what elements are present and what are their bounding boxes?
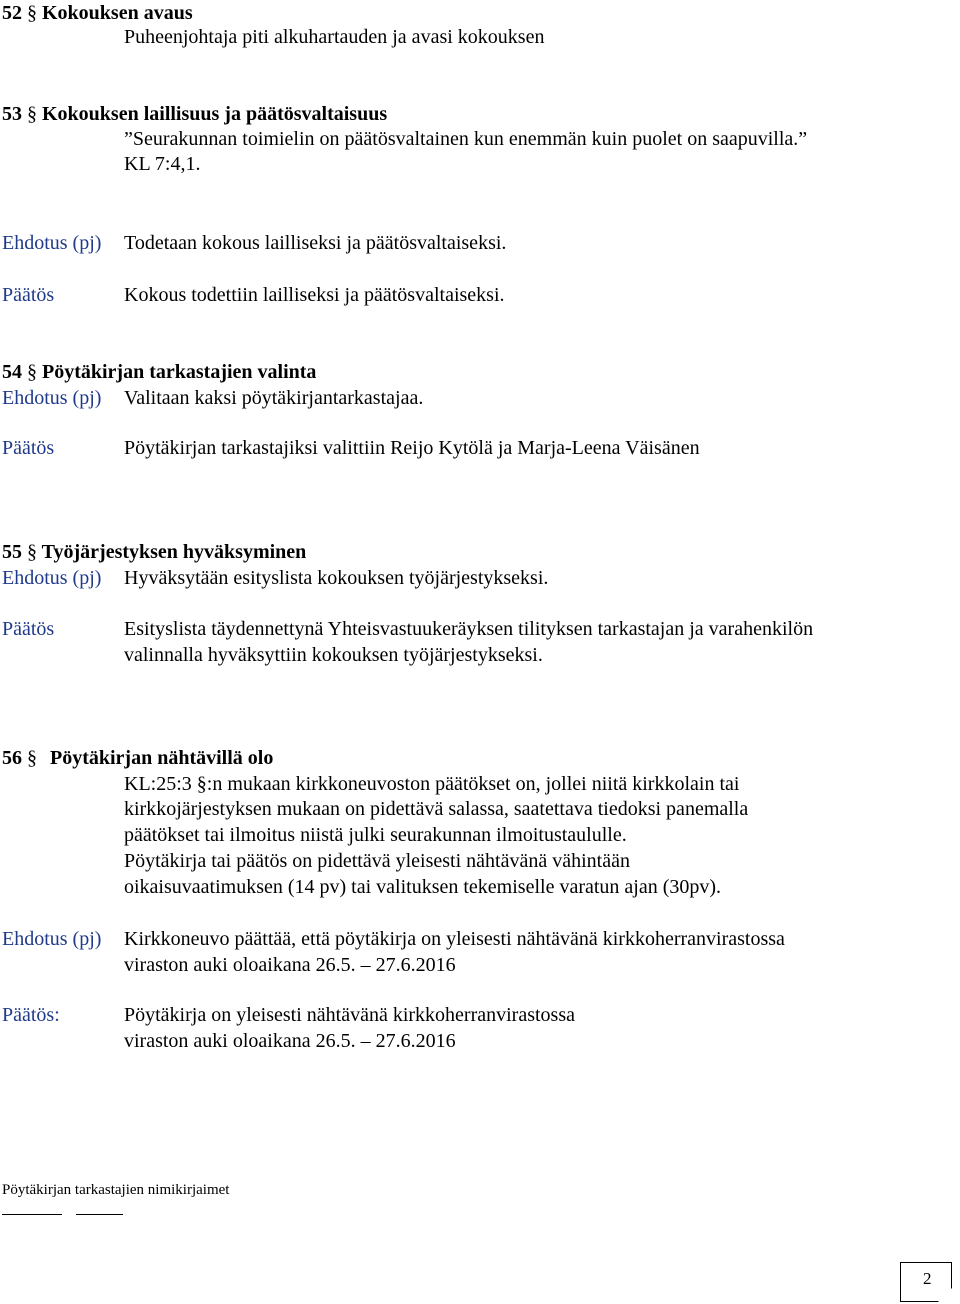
- section-56-text-line: päätökset tai ilmoitus niistä julki seurakunnan ilmoitustaululle.: [124, 824, 627, 846]
- section-number: 52: [2, 2, 22, 24]
- section-number: 53: [2, 103, 22, 125]
- proposal-label: Ehdotus (pj): [2, 928, 102, 950]
- section-title: Kokouksen laillisuus ja päätösvaltaisuus: [42, 103, 388, 125]
- section-mark: §: [27, 2, 37, 24]
- section-56-heading: [2, 745, 273, 771]
- section-55-decision-line: valinnalla hyväksyttiin kokouksen työjärjestykseksi.: [124, 644, 543, 666]
- section-53-heading: [2, 101, 387, 127]
- proposal-label: Ehdotus (pj): [2, 567, 102, 589]
- page-corner-fold: [938, 1288, 952, 1302]
- decision-label: Päätös:: [2, 1004, 60, 1026]
- section-55-proposal: Hyväksytään esityslista kokouksen työjärjestykseksi.: [124, 567, 549, 589]
- signature-line: [2, 1214, 62, 1215]
- section-56-text-line: oikaisuvaatimuksen (14 pv) tai valituksen tekemiselle varatun ajan (30pv).: [124, 876, 722, 898]
- section-56-text-line: kirkkojärjestyksen mukaan on pidettävä salassa, saatettava tiedoksi panemalla: [124, 798, 749, 820]
- page-number-box: [900, 1262, 952, 1302]
- section-53-proposal: Todetaan kokous lailliseksi ja päätösvaltaiseksi.: [124, 232, 507, 254]
- decision-label: Päätös: [2, 437, 55, 459]
- section-56-proposal-line: Kirkkoneuvo päättää, että pöytäkirja on yleisesti nähtävänä kirkkoherranvirastossa: [124, 928, 785, 950]
- section-52-heading: [2, 0, 193, 26]
- section-54-proposal: Valitaan kaksi pöytäkirjantarkastajaa.: [124, 387, 424, 409]
- section-title: Työjärjestyksen hyväksyminen: [41, 541, 307, 563]
- section-52-text: Puheenjohtaja piti alkuhartauden ja avasi kokouksen: [124, 26, 545, 48]
- section-56-text-line: Pöytäkirja tai päätös on pidettävä yleisesti nähtävänä vähintään: [124, 850, 630, 872]
- section-53-text-line: KL 7:4,1.: [124, 153, 201, 175]
- section-number: 54: [2, 361, 22, 383]
- section-title: Kokouksen avaus: [42, 2, 193, 24]
- section-number: 56: [2, 747, 22, 769]
- section-number: 55: [2, 541, 22, 563]
- section-56-decision-line: Pöytäkirja on yleisesti nähtävänä kirkkoherranvirastossa: [124, 1004, 575, 1026]
- page-number: 2: [923, 1269, 932, 1288]
- signature-line: [76, 1214, 123, 1215]
- section-mark: §: [27, 103, 37, 125]
- section-mark: §: [27, 541, 37, 563]
- section-56-decision-line: viraston auki oloaikana 26.5. – 27.6.2016: [124, 1030, 456, 1052]
- section-54-heading: [2, 359, 316, 385]
- signatures-label: Pöytäkirjan tarkastajien nimikirjaimet: [2, 1182, 230, 1198]
- proposal-label: Ehdotus (pj): [2, 232, 102, 254]
- section-54-decision: Pöytäkirjan tarkastajiksi valittiin Reijo Kytölä ja Marja-Leena Väisänen: [124, 437, 700, 459]
- proposal-label: Ehdotus (pj): [2, 387, 102, 409]
- section-mark: §: [27, 361, 37, 383]
- section-56-proposal-line: viraston auki oloaikana 26.5. – 27.6.2016: [124, 954, 456, 976]
- section-mark: §: [27, 747, 37, 769]
- section-56-text-line: KL:25:3 §:n mukaan kirkkoneuvoston päätökset on, jollei niitä kirkkolain tai: [124, 773, 740, 795]
- decision-label: Päätös: [2, 284, 55, 306]
- section-55-decision-line: Esityslista täydennettynä Yhteisvastuukeräyksen tilityksen tarkastajan ja varahenkilön: [124, 618, 814, 640]
- section-title: Pöytäkirjan nähtävillä olo: [50, 747, 274, 769]
- section-53-text-line: ”Seurakunnan toimielin on päätösvaltainen kun enemmän kuin puolet on saapuvilla.”: [124, 128, 808, 150]
- section-title: Pöytäkirjan tarkastajien valinta: [42, 361, 317, 383]
- section-55-heading: [2, 539, 306, 565]
- section-53-decision: Kokous todettiin lailliseksi ja päätösvaltaiseksi.: [124, 284, 505, 306]
- decision-label: Päätös: [2, 618, 55, 640]
